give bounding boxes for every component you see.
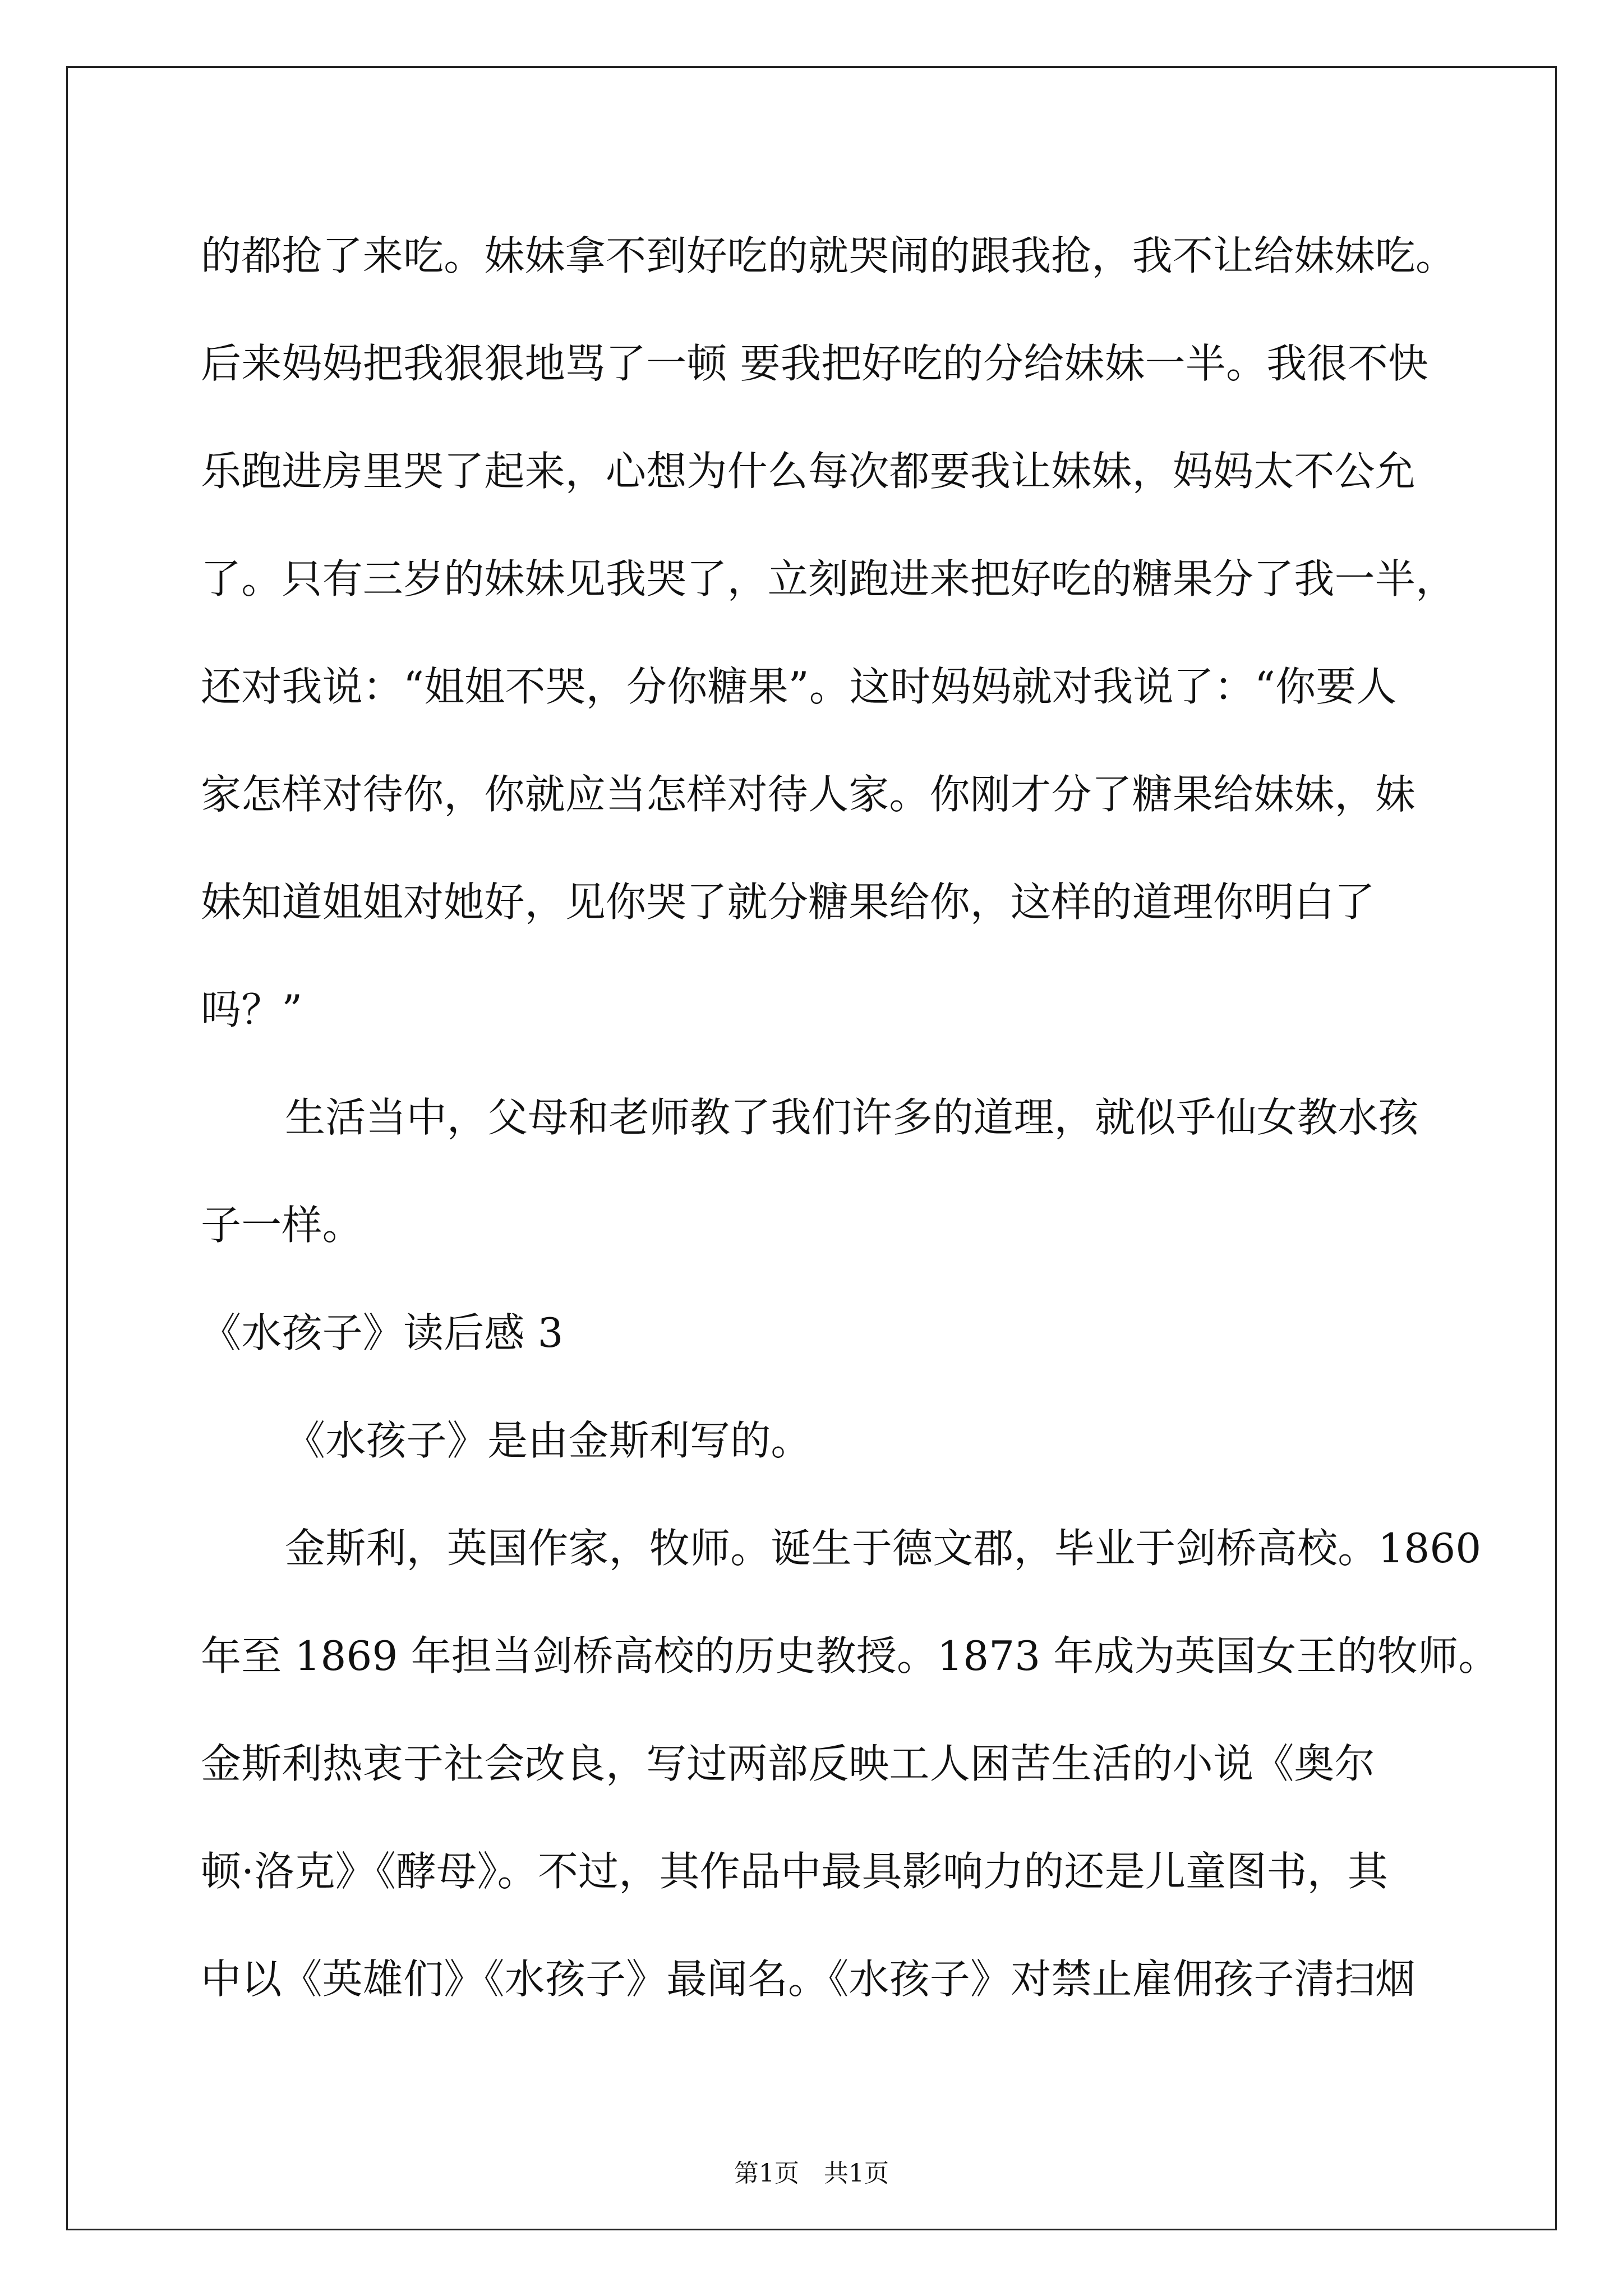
text-line: 中以《英雄们》《水孩子》最闻名。《水孩子》对禁止雇佣孩子清扫烟 [201, 1955, 1416, 2003]
text-line: 金斯利，英国作家，牧师。诞生于德文郡，毕业于剑桥高校。1860 [285, 1525, 1482, 1572]
text-line: 《水孩子》是由金斯利写的。 [285, 1417, 811, 1464]
text-line: 妹知道姐姐对她好，见你哭了就分糖果给你，这样的道理你明白了 [201, 878, 1375, 926]
text-line: 了。只有三岁的妹妹见我哭了，立刻跑进来把好吃的糖果分了我一半， [201, 555, 1456, 602]
text-line: 子一样。 [201, 1202, 363, 1249]
text-line: 家怎样对待你，你就应当怎样对待人家。你刚才分了糖果给妹妹，妹 [201, 771, 1416, 818]
section-heading: 《水孩子》读后感 3 [201, 1309, 564, 1356]
text-line: 还对我说：“姐姐不哭，分你糖果”。这时妈妈就对我说了：“你要人 [201, 663, 1397, 710]
text-line: 顿·洛克》《酵母》。不过，其作品中最具影响力的还是儿童图书，其 [201, 1848, 1389, 1895]
page-footer: 第1页 共1页 [734, 2159, 889, 2188]
text-line: 年至 1869 年担当剑桥高校的历史教授。1873 年成为英国女王的牧师。 [201, 1632, 1499, 1680]
document-body [201, 202, 1499, 2033]
text-line: 金斯利热衷于社会改良，写过两部反映工人困苦生活的小说《奥尔 [201, 1740, 1375, 1787]
text-line: 生活当中，父母和老师教了我们许多的道理，就似乎仙女教水孩 [285, 1094, 1419, 1141]
text-line: 后来妈妈把我狠狠地骂了一顿 要我把好吃的分给妹妹一半。我很不快 [201, 340, 1429, 387]
text-line: 乐跑进房里哭了起来，心想为什么每次都要我让妹妹，妈妈太不公允 [201, 448, 1416, 495]
text-line: 的都抢了来吃。妹妹拿不到好吃的就哭闹的跟我抢，我不让给妹妹吃。 [201, 232, 1456, 279]
text-line: 吗？” [201, 986, 303, 1033]
